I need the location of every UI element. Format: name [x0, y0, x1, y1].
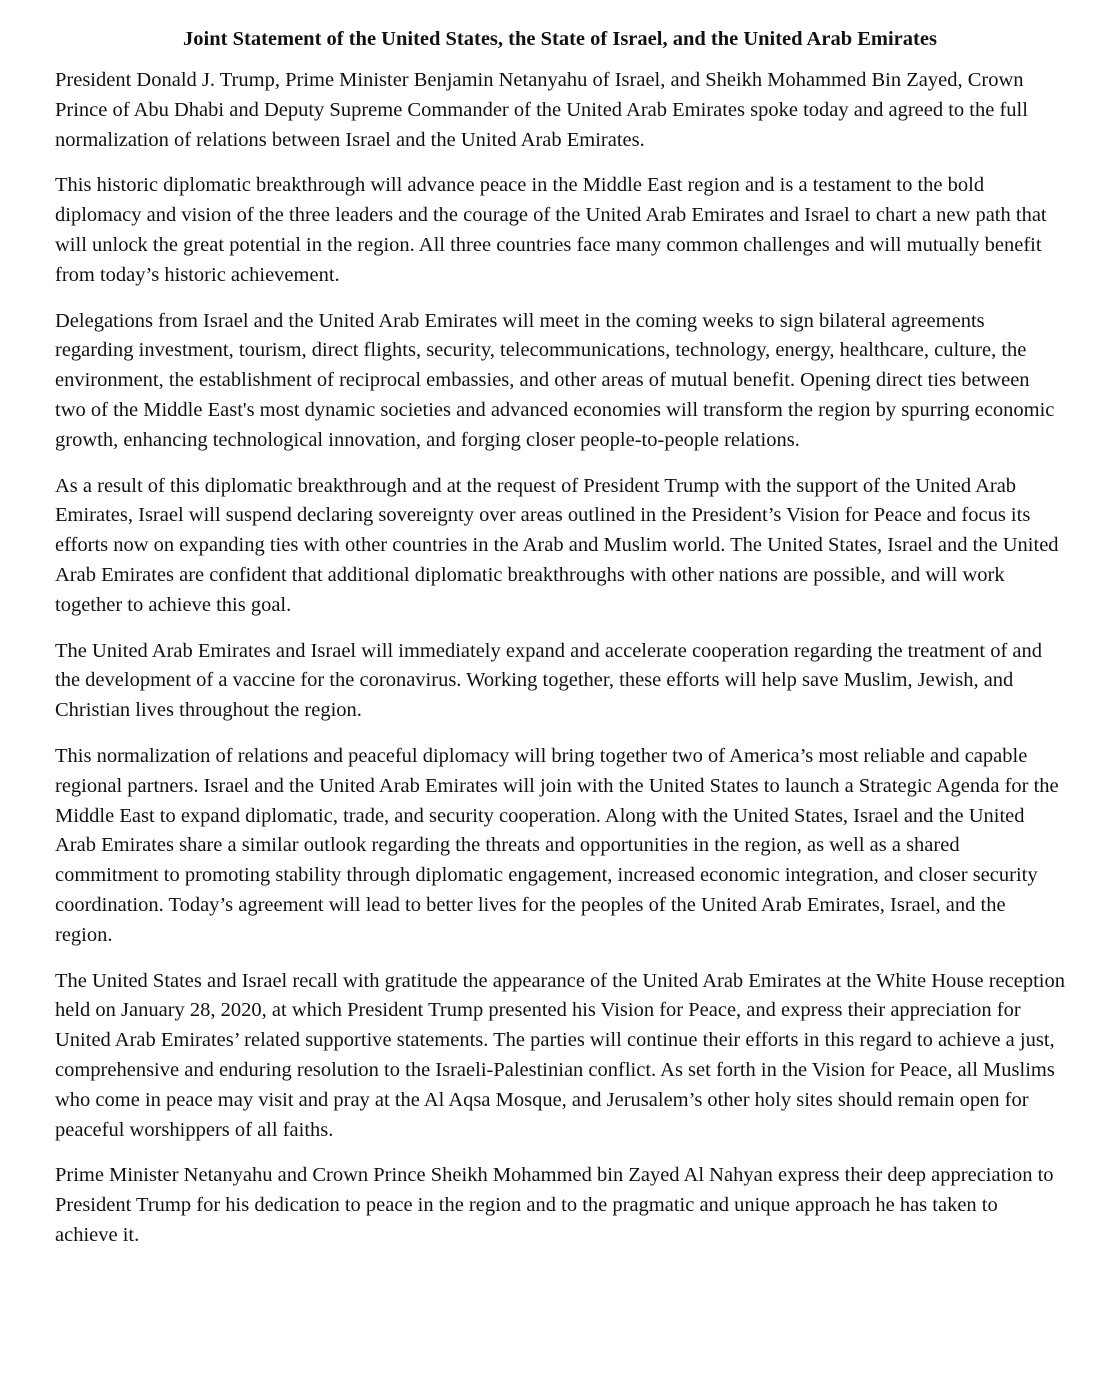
paragraph-appreciation: Prime Minister Netanyahu and Crown Prince Sheikh Mohammed bin Zayed Al Nahyan express their deep appreciation to President Trump for his dedication to peace in the region and to the pragmatic and unique approach he has taken to achieve it.	[55, 1164, 1054, 1246]
paragraph-delegations: Delegations from Israel and the United Arab Emirates will meet in the coming weeks to sign bilateral agreements regarding investment, tourism, direct flights, security, telecommunications, technology, energy, healthcare, culture, the environment, the establishment of reciprocal embassies, and other areas of mutual benefit. Opening direct ties between two of the Middle East's most dynamic societies and advanced economies will transform the region by spurring economic growth, enhancing technological innovation, and forging closer people-to-people relations.	[55, 309, 1055, 451]
paragraph-coronavirus-cooperation: The United Arab Emirates and Israel will immediately expand and accelerate cooperation regarding the treatment of and the development of a vaccine for the coronavirus. Working together, these efforts will help save Muslim, Jewish, and Christian lives throughout the region.	[55, 639, 1043, 722]
paragraph-normalization-agreement: President Donald J. Trump, Prime Minister Benjamin Netanyahu of Israel, and Sheikh Mohammed Bin Zayed, Crown Prince of Abu Dhabi and Deputy Supreme Commander of the United Arab Emirates spoke today and agreed to the full normalization of relations between Israel and the United Arab Emirates.	[55, 69, 1028, 151]
paragraph-sovereignty-suspension: As a result of this diplomatic breakthrough and at the request of President Trump with the support of the United Arab Emirates, Israel will suspend declaring sovereignty over areas outlined in the President’s Vision for Peace and focus its efforts now on expanding ties with other countries in the Arab and Muslim world. The United States, Israel and the United Arab Emirates are confident that additional diplomatic breakthroughs with other nations are possible, and will work together to achieve this goal.	[55, 474, 1059, 616]
document-page	[55, 24, 1065, 1251]
paragraph-vision-for-peace: The United States and Israel recall with gratitude the appearance of the United Arab Emirates at the White House reception held on January 28, 2020, at which President Trump presented his Vision for Peace, and express their appreciation for United Arab Emirates’ related supportive statements. The parties will continue their efforts in this regard to achieve a just, comprehensive and enduring resolution to the Israeli-Palestinian conflict. As set forth in the Vision for Peace, all Muslims who come in peace may visit and pray at the Al Aqsa Mosque, and Jerusalem’s other holy sites should remain open for peaceful worshippers of all faiths.	[55, 969, 1065, 1141]
paragraph-historic-breakthrough: This historic diplomatic breakthrough will advance peace in the Middle East region and is a testament to the bold diplomacy and vision of the three leaders and the courage of the United Arab Emirates and Israel to chart a new path that will unlock the great potential in the region. All three countries face many common challenges and will mutually benefit from today’s historic achievement.	[55, 174, 1047, 286]
document-title: Joint Statement of the United States, the State of Israel, and the United Arab Emirates	[183, 28, 937, 50]
paragraph-strategic-agenda: This normalization of relations and peaceful diplomacy will bring together two of America’s most reliable and capable regional partners. Israel and the United Arab Emirates will join with the United States to launch a Strategic Agenda for the Middle East to expand diplomatic, trade, and security cooperation. Along with the United States, Israel and the United Arab Emirates share a similar outlook regarding the threats and opportunities in the region, as well as a shared commitment to promoting stability through diplomatic engagement, increased economic integration, and closer security coordination. Today’s agreement will lead to better lives for the peoples of the United Arab Emirates, Israel, and the region.	[55, 744, 1059, 946]
